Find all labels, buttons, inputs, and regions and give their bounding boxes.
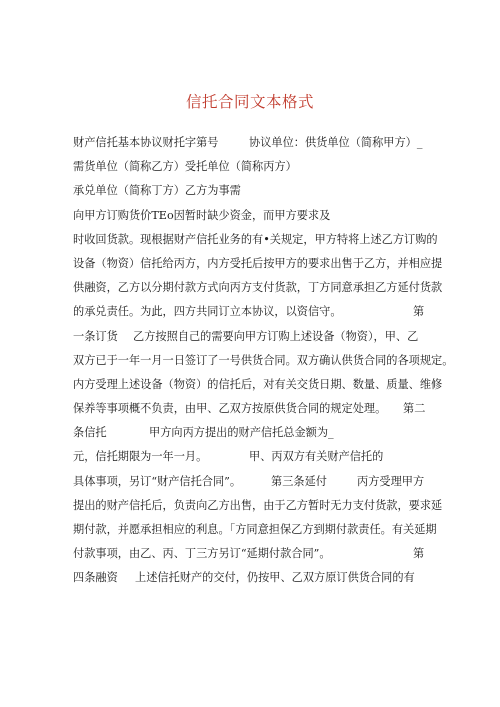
text-line-11: [73, 375, 443, 399]
text-line-10: [73, 351, 454, 375]
text-line-19: [73, 568, 443, 592]
document-body: [73, 133, 454, 593]
text-line-7: [73, 278, 443, 302]
text-line-17: [73, 520, 443, 544]
text-line-18: [73, 544, 443, 568]
line-14-segment-2: 甲、丙双方有关财产信托的: [249, 450, 384, 464]
line-19-segment-2: 上述信托财产的交付，仍按甲、乙双方原订供货合同的有: [135, 571, 415, 585]
text-line-12: [73, 399, 443, 423]
text-line-15: [73, 472, 443, 496]
line-19-segment-1: 四条融资: [73, 571, 118, 585]
text-line-1: [73, 133, 443, 157]
line-4-segment-1: 向甲方订购货价TEo因暂时缺少资金，而甲方要求及: [73, 208, 331, 222]
line-8-segment-2: 第: [413, 305, 425, 319]
line-2-segment-1: 需货单位（简称乙方）受托单位（简称丙方）: [73, 160, 297, 174]
line-11-segment-1: 内方受理上述设备（物资）的信托后，对有关交货日期、数量、质量、维修: [73, 377, 443, 391]
line-5-segment-1: 时收回货款。现根据财产信托业务的有•关规定，甲方特将上述乙方订购的: [73, 232, 438, 246]
text-line-16: [73, 496, 443, 520]
text-line-3: [73, 181, 443, 205]
text-line-6: [73, 254, 443, 278]
line-13-segment-2: 甲方向丙方提出的财产信托总金额为_: [149, 426, 334, 440]
text-line-14: [73, 447, 443, 471]
line-1-segment-2: 协议单位：供货单位（简称甲方）_: [249, 136, 423, 149]
line-9-segment-2: 乙方按照自己的需要向甲方订购上述设备（物资），甲、乙: [133, 329, 419, 343]
document-title: 信托合同文本格式: [185, 93, 314, 111]
text-line-5: [73, 230, 443, 254]
line-1-segment-1: 财产信托基本协议财托字第号: [73, 136, 219, 149]
line-3-segment-1: 承兑单位（简称丁方）乙方为事需: [73, 184, 241, 198]
line-6-segment-1: 设备（物资）信托给丙方，内方受托后按甲方的要求出售于乙方，并相应提: [73, 256, 443, 270]
line-18-segment-1: 付款事项，由乙、丙、丁三方另订“延期付款合同”。: [73, 547, 331, 561]
text-line-13: [73, 423, 443, 447]
line-7-segment-1: 供融资，乙方以分期付款方式向丙方支付货款，丁方同意承担乙方延付货款: [73, 281, 443, 295]
line-13-segment-1: 条信托: [73, 426, 107, 440]
text-line-2: [73, 157, 443, 181]
line-12-segment-2: 第二: [403, 402, 426, 416]
line-15-segment-3: 丙方受理甲方: [357, 474, 425, 488]
line-15-segment-1: 具体事项，另订“财产信托合同”。: [73, 474, 242, 488]
line-17-segment-1: 期付款，并愿承担相应的利息。「方同意担保乙方到期付款责任。有关延期: [73, 523, 437, 536]
line-15-segment-2: 第三条延付: [271, 474, 327, 488]
line-9-segment-1: 一条订货: [73, 329, 118, 343]
line-12-segment-1: 保养等事项概不负责，由甲、乙双方按原供货合同的规定处理。: [73, 402, 387, 416]
line-8-segment-1: 的承兑责任。为此，四方共同订立本协议，以资信守。: [73, 305, 342, 319]
line-18-segment-2: 第: [413, 547, 425, 561]
text-line-9: [73, 327, 443, 351]
text-line-4: [73, 206, 443, 230]
text-line-8: [73, 302, 443, 326]
line-10-segment-1: 双方已于一年一月一日签订了一号供货合同。双方确认供货合同的各项规定。: [73, 353, 454, 367]
line-16-segment-1: 提出的财产信托后，负责向乙方出售，由于乙方暂时无力支付货款，要求延: [73, 498, 443, 512]
line-14-segment-1: 元，信托期限为一年一月。: [73, 450, 208, 464]
